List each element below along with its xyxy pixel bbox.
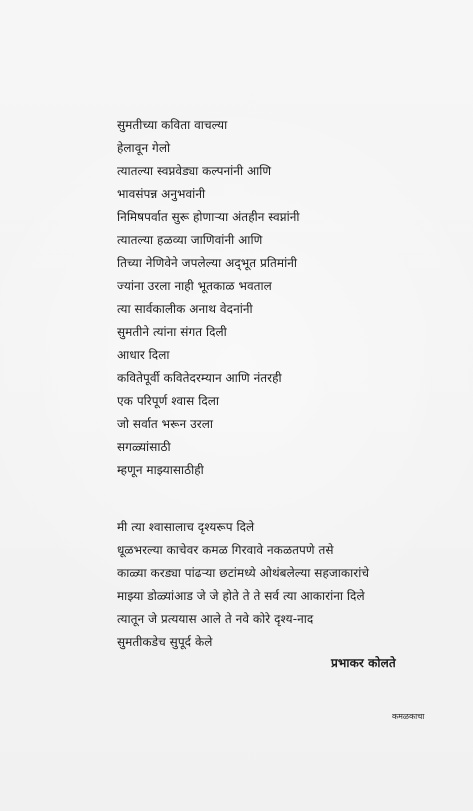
poem-line: ज्यांना उरला नाही भूतकाळ भवताल (117, 279, 272, 293)
poem-line: काळ्या करड्या पांढऱ्या छटांमध्ये ओथंबलेल्या सहजाकारांचे (117, 566, 370, 580)
poem-line: भावसंपन्न अनुभवांनी (117, 187, 206, 201)
poem-line: निमिषपर्वात सुरू होणाऱ्या अंतहीन स्वप्नांनी (117, 210, 300, 224)
poem-line: म्हणून माझ्यासाठीही (117, 463, 204, 477)
poem-line: जो सर्वात भरून उरला (117, 417, 213, 431)
poem-line: त्यातून जे प्रत्ययास आले ते नवे कोरे दृश्य-नाद (117, 612, 314, 626)
poem-line: मी त्या श्वासालाच दृश्यरूप दिले (117, 520, 255, 534)
poem-line: सुमतीकडेच सुपूर्द केले (117, 635, 213, 649)
poem-line: त्या सार्वकालीक अनाथ वेदनांनी (117, 302, 253, 316)
poem-line: एक परिपूर्ण श्वास दिला (117, 394, 220, 408)
poem-line: सुमतीच्या कविता वाचल्या (117, 118, 228, 132)
poem (117, 114, 437, 654)
artwork-credit: कमळकाचा (392, 712, 425, 721)
poem-line: त्यातल्या स्वप्नवेड्या कल्पनांनी आणि (117, 164, 272, 178)
poem-line: कवितेपूर्वी कवितेदरम्यान आणि नंतरही (117, 371, 282, 385)
poem-line: हेलावून गेलो (117, 141, 171, 155)
poem-line: सुमतीने त्यांना संगत दिली (117, 325, 227, 339)
poem-line: आधार दिला (117, 348, 170, 362)
poem-line: माझ्या डोळ्यांआड जे जे होते ते ते सर्व त्या आकारांना दिले (117, 589, 365, 603)
poem-line: तिच्या नेणिवेने जपलेल्या अद्‌भूत प्रतिमांनी (117, 256, 298, 270)
poem-stanza-2 (117, 516, 437, 654)
poem-stanza-1 (117, 114, 437, 482)
poem-line: त्यातल्या हळव्या जाणिवांनी आणि (117, 233, 263, 247)
poem-line: धूळभरल्या काचेवर कमळ गिरवावे नकळतपणे तसे (117, 543, 334, 557)
author-name: प्रभाकर कोलते (331, 656, 396, 670)
poem-line: सगळ्यांसाठी (117, 440, 171, 454)
